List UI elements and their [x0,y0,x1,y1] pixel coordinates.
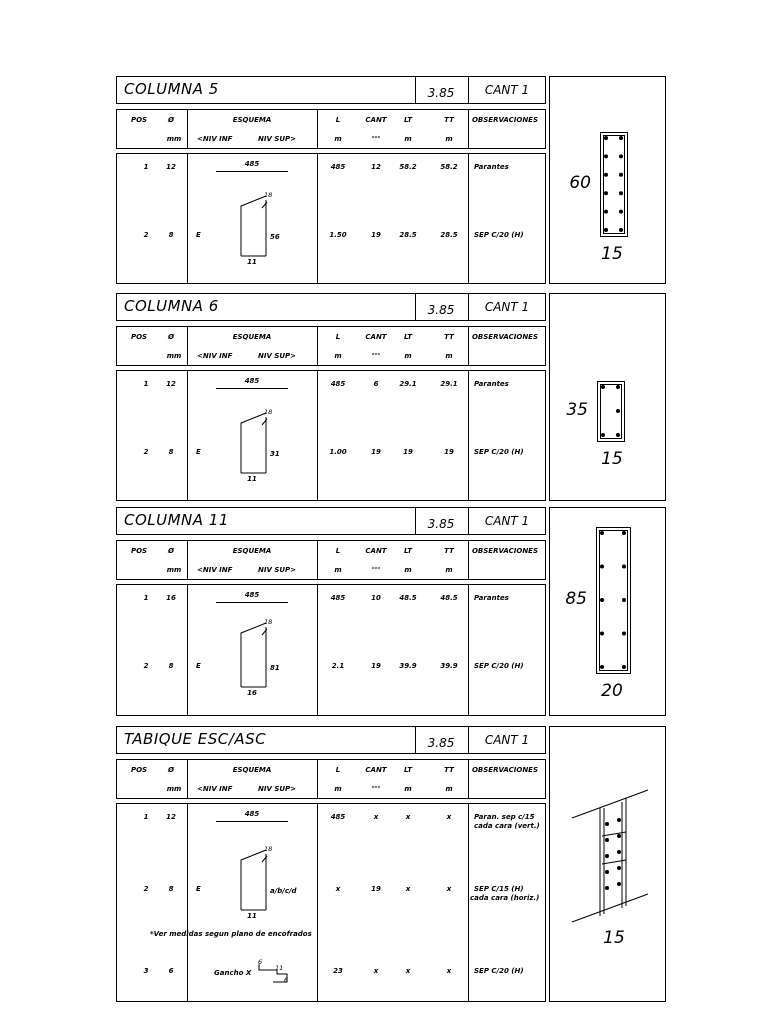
rebar-dot [616,433,620,437]
stirrup-schematic [240,618,280,699]
outer-outline [598,382,625,442]
column-divider [317,370,318,501]
title-divider [415,507,416,535]
rows-body [116,584,546,716]
header-obs: OBSERVACIONES [471,766,539,774]
header-unit-m: m [445,785,453,793]
rebar-dot [617,882,621,886]
row-l: 2.1 [331,662,345,670]
header-obs: OBSERVACIONES [471,333,539,341]
rebar-dot [600,598,604,602]
header-obs: OBSERVACIONES [471,547,539,555]
stirrup-schematic [240,845,280,922]
header-niv-sup: NIV SUP> [258,352,297,360]
row-observation: Parantes [474,594,509,602]
height-value: 3.85 [427,517,455,531]
header-niv-inf: <NIV INF [197,135,233,143]
rebar-dot [605,854,609,858]
row-tt: 58.2 [440,163,458,171]
column-divider [468,370,469,501]
header-unit-m: m [445,135,453,143]
hook-dim-3: 6 [284,976,289,984]
rebar-dot [622,565,626,569]
row-pos: 2 [143,448,149,456]
header-unit-m: m [404,352,412,360]
hook-dim-2: 11 [275,964,284,972]
header-unit-m: m [404,785,412,793]
column-divider [317,153,318,284]
stirrup-side-label: 81 [270,664,280,672]
row-pos: 2 [143,231,149,239]
header-l: L [335,333,341,341]
row-pos: 3 [143,967,149,975]
section-width-label: 15 [603,928,625,948]
hook-length-label: 18 [264,618,273,626]
header-obs: OBSERVACIONES [471,116,539,124]
rebar-dot [622,598,626,602]
section-title: COLUMNA 6 [124,297,219,315]
header-esquema: ESQUEMA [232,766,272,774]
section-title: TABIQUE ESC/ASC [124,730,267,748]
row-diam: 8 [168,662,174,670]
header-cant: CANT [365,333,387,341]
section-height-label: 35 [566,400,588,420]
row-lt: x [405,813,411,821]
rebar-dot [619,136,623,140]
column-divider [187,803,188,1002]
header-unit-m: m [445,566,453,574]
straight-bar-shape [216,171,288,172]
section-width-label: 15 [601,449,623,469]
header-niv-inf: <NIV INF [197,785,233,793]
hook-length-label: 18 [264,191,273,199]
header-lt: LT [403,766,413,774]
rebar-dot [605,886,609,890]
row-cant: 19 [371,231,381,239]
row-tt: x [446,813,452,821]
stirrup-bottom-label: 11 [247,912,257,920]
title-divider [415,726,416,754]
row-pos: 2 [143,662,149,670]
title-divider [415,293,416,321]
outer-outline [601,133,628,237]
rebar-dot [622,531,626,535]
header-mm: mm [166,566,182,574]
column-divider [317,540,318,580]
header-tt: TT [444,547,454,555]
section-width-label: 15 [601,244,623,264]
stirrup-e-label: E [196,448,201,456]
column-divider [468,153,469,284]
row-lt: 58.2 [399,163,417,171]
wall-cross-section [570,788,650,928]
stirrup-bottom-label: 16 [247,689,257,697]
row-l: x [335,885,341,893]
row-l: 1.00 [329,448,347,456]
row-lt: 28.5 [399,231,417,239]
rebar-dot [604,191,608,195]
bar-length-label: 485 [244,377,260,385]
column-cross-section [597,381,626,443]
rows-body [116,370,546,501]
row-cant: x [373,813,379,821]
header-niv-sup: NIV SUP> [258,135,297,143]
rebar-dot [605,870,609,874]
row-diam: 6 [168,967,174,975]
section-title: COLUMNA 5 [124,80,219,98]
straight-bar-shape [216,602,288,603]
bar-length-label: 485 [244,591,260,599]
rebar-dot [600,565,604,569]
rebar-dot [600,665,604,669]
row-cant: 19 [371,885,381,893]
header-esquema: ESQUEMA [232,333,272,341]
section-title: COLUMNA 11 [124,511,229,529]
column-header [116,326,546,366]
header-unit-dash: --- [371,350,381,358]
rebar-dot [605,838,609,842]
row-observation: SEP C/15 (H) [474,885,524,893]
header-unit-dash: --- [371,133,381,141]
column-divider [468,109,469,149]
quantity-label: CANT 1 [484,300,530,314]
row-diam: 16 [166,594,176,602]
row-tt: 19 [444,448,454,456]
break-line-bottom [572,894,648,922]
header-tt: TT [444,116,454,124]
header-unit-m: m [404,566,412,574]
row-diam: 12 [166,380,176,388]
header-tt: TT [444,333,454,341]
row-diam: 8 [168,885,174,893]
stirrup-side-label: 56 [270,233,280,241]
row-lt: 29.1 [399,380,417,388]
hook-length-label: 18 [264,408,273,416]
break-line-top [572,790,648,818]
rebar-dot [604,210,608,214]
column-divider [468,803,469,1002]
height-value: 3.85 [427,736,455,750]
footnote: *Ver medidas segun plano de encofrados [150,930,312,938]
row-l: 1.50 [329,231,347,239]
header-unit-m: m [334,352,342,360]
rebar-dot [617,818,621,822]
section-width-label: 20 [601,681,623,701]
stirrup-outline [241,850,266,910]
hook-bar-label: Gancho X [214,969,252,977]
rebar-dot [619,228,623,232]
header-esquema: ESQUEMA [232,547,272,555]
straight-bar-shape [216,388,288,389]
header-niv-sup: NIV SUP> [258,785,297,793]
header-esquema: ESQUEMA [232,116,272,124]
column-divider [187,153,188,284]
rebar-dot [622,632,626,636]
rows-body [116,153,546,284]
header-diam: Ø [168,333,174,341]
rebar-dot [601,433,605,437]
row-observation: SEP C/20 (H) [474,231,524,239]
column-divider [317,584,318,716]
stirrup-outline [241,623,266,687]
column-header [116,759,546,799]
header-cant: CANT [365,547,387,555]
column-divider [187,370,188,501]
quantity-label: CANT 1 [484,733,530,747]
row-diam: 8 [168,448,174,456]
stirrup-e-label: E [196,885,201,893]
stirrup-bottom-label: 11 [247,475,257,483]
row-l: 23 [333,967,343,975]
row-observation: Parantes [474,163,509,171]
hook-dim-1: 6 [258,958,263,966]
row-diam: 12 [166,163,176,171]
column-cross-section [600,132,629,238]
header-unit-m: m [445,352,453,360]
row-tt: 48.5 [440,594,458,602]
header-l: L [335,116,341,124]
column-divider [187,584,188,716]
header-mm: mm [166,135,182,143]
row-tt: x [446,885,452,893]
row-pos: 2 [143,885,149,893]
header-l: L [335,766,341,774]
rebar-dot [616,409,620,413]
stirrup-bottom-label: 11 [247,258,257,266]
row-l: 485 [330,380,346,388]
row-diam: 12 [166,813,176,821]
column-divider [187,109,188,149]
header-l: L [335,547,341,555]
column-divider [317,109,318,149]
straight-bar-shape [216,821,288,822]
column-divider [317,759,318,799]
rebar-dot [619,210,623,214]
row-observation: Paran. sep c/15 [474,813,535,821]
rebar-dot [600,632,604,636]
rebar-dot [604,136,608,140]
header-unit-dash: --- [371,564,381,572]
bar-length-label: 485 [244,810,260,818]
row-lt: 19 [403,448,413,456]
rebar-dot [600,531,604,535]
header-niv-inf: <NIV INF [197,352,233,360]
row-lt: x [405,885,411,893]
row-l: 485 [330,594,346,602]
row-l: 485 [330,813,346,821]
header-cant: CANT [365,116,387,124]
rebar-dot [619,191,623,195]
header-unit-m: m [404,135,412,143]
row-observation: SEP C/20 (H) [474,448,524,456]
row-observation: SEP C/20 (H) [474,967,524,975]
row-diam: 8 [168,231,174,239]
title-divider [468,507,469,535]
height-value: 3.85 [427,303,455,317]
column-divider [317,326,318,366]
header-mm: mm [166,785,182,793]
row-cant: x [373,967,379,975]
row-cant: 12 [371,163,381,171]
row-observation-2: cada cara (vert.) [474,822,540,830]
header-lt: LT [403,116,413,124]
quantity-label: CANT 1 [484,83,530,97]
column-divider [187,326,188,366]
quantity-label: CANT 1 [484,514,530,528]
column-divider [187,759,188,799]
header-diam: Ø [168,116,174,124]
row-pos: 1 [143,813,149,821]
row-pos: 1 [143,380,149,388]
bar-length-label: 485 [244,160,260,168]
row-lt: 48.5 [399,594,417,602]
row-l: 485 [330,163,346,171]
column-divider [187,540,188,580]
row-cant: 19 [371,448,381,456]
header-mm: mm [166,352,182,360]
column-divider [468,326,469,366]
stirrup-side-label: a/b/c/d [270,887,297,895]
rebar-dot [605,822,609,826]
row-observation-2: cada cara (horiz.) [470,894,540,902]
row-tt: 29.1 [440,380,458,388]
column-header [116,109,546,149]
row-tt: x [446,967,452,975]
rebar-dot [604,154,608,158]
row-pos: 1 [143,594,149,602]
rebar-dot [604,173,608,177]
header-pos: POS [130,333,148,341]
title-divider [468,726,469,754]
rebar-dot [601,385,605,389]
row-cant: 10 [371,594,381,602]
column-divider [317,803,318,1002]
title-divider [468,76,469,104]
height-value: 3.85 [427,86,455,100]
header-diam: Ø [168,766,174,774]
header-niv-inf: <NIV INF [197,566,233,574]
header-pos: POS [130,116,148,124]
rebar-dot [617,850,621,854]
stirrup-outline [604,136,625,234]
header-unit-m: m [334,135,342,143]
rebar-dot [617,866,621,870]
row-cant: 6 [373,380,379,388]
column-divider [468,540,469,580]
row-lt: 39.9 [399,662,417,670]
row-pos: 1 [143,163,149,171]
rebar-dot [604,228,608,232]
title-divider [468,293,469,321]
hook-length-label: 18 [264,845,273,853]
column-divider [468,759,469,799]
stirrup-outline [241,196,266,256]
row-cant: 19 [371,662,381,670]
header-cant: CANT [365,766,387,774]
stirrup-outline [241,413,266,473]
title-divider [415,76,416,104]
header-unit-m: m [334,566,342,574]
column-divider [468,584,469,716]
header-pos: POS [130,547,148,555]
rebar-dot [622,665,626,669]
stirrup-e-label: E [196,662,201,670]
header-pos: POS [130,766,148,774]
header-unit-dash: --- [371,783,381,791]
rebar-dot [619,154,623,158]
rebar-dot [617,834,621,838]
rebar-dot [619,173,623,177]
section-height-label: 85 [565,589,587,609]
row-tt: 39.9 [440,662,458,670]
header-lt: LT [403,547,413,555]
stirrup-schematic [240,408,280,485]
stirrup-side-label: 31 [270,450,280,458]
column-cross-section [596,527,632,675]
row-lt: x [405,967,411,975]
header-lt: LT [403,333,413,341]
header-unit-m: m [334,785,342,793]
row-tt: 28.5 [440,231,458,239]
stirrup-e-label: E [196,231,201,239]
header-tt: TT [444,766,454,774]
section-height-label: 60 [569,173,591,193]
rebar-dot [616,385,620,389]
stirrup-schematic [240,191,280,268]
row-observation: Parantes [474,380,509,388]
column-header [116,540,546,580]
header-diam: Ø [168,547,174,555]
row-observation: SEP C/20 (H) [474,662,524,670]
header-niv-sup: NIV SUP> [258,566,297,574]
